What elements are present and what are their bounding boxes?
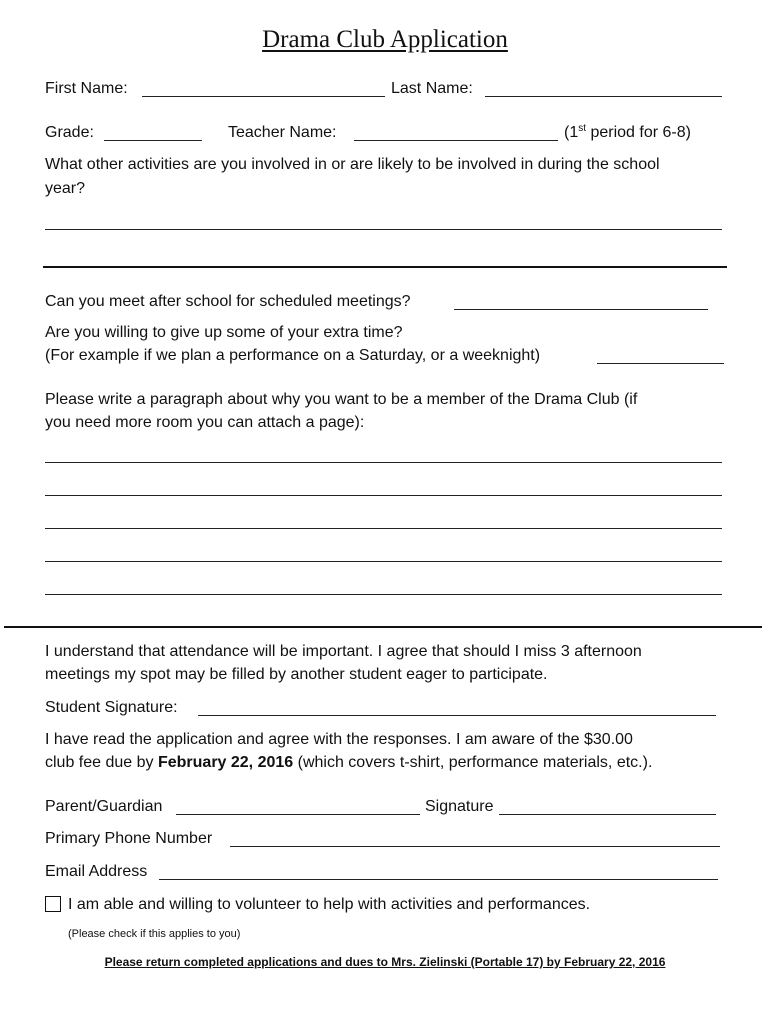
teacher-name-label: Teacher Name: (228, 124, 337, 141)
teacher-note-close: period for 6-8) (586, 124, 691, 141)
email-address-field[interactable] (159, 879, 718, 880)
paragraph-answer-line[interactable] (45, 594, 722, 595)
activities-question-line1: What other activities are you involved in or are likely to be involved in during the school (45, 156, 660, 173)
teacher-note (564, 125, 691, 141)
email-address-label: Email Address (45, 863, 148, 880)
teacher-name-field[interactable] (354, 140, 558, 141)
section-divider (4, 626, 762, 628)
grade-label: Grade: (45, 124, 94, 141)
paragraph-answer-line[interactable] (45, 462, 722, 463)
primary-phone-field[interactable] (230, 846, 720, 847)
student-signature-field[interactable] (198, 715, 716, 716)
page-title: Drama Club Application (262, 26, 508, 53)
teacher-note-sup: st (578, 123, 587, 134)
teacher-note-open: (1 (564, 124, 579, 141)
first-name-label: First Name: (45, 80, 128, 97)
volunteer-note: (Please check if this applies to you) (68, 928, 241, 940)
return-instructions: Please return completed applications and dues to Mrs. Zielinski (Portable 17) by February 22, 2016 (104, 955, 666, 969)
grade-field[interactable] (104, 140, 202, 141)
section-divider (43, 266, 727, 268)
parent-guardian-label: Parent/Guardian (45, 798, 163, 815)
extra-time-question-line1: Are you willing to give up some of your extra time? (45, 324, 403, 341)
meet-after-school-question: Can you meet after school for scheduled meetings? (45, 293, 411, 310)
fee-statement-line1: I have read the application and agree with the responses. I am aware of the $30.00 (45, 731, 633, 748)
paragraph-prompt-line1: Please write a paragraph about why you want to be a member of the Drama Club (if (45, 391, 638, 408)
paragraph-answer-line[interactable] (45, 528, 722, 529)
fee-statement-line2 (45, 755, 652, 771)
parent-signature-field[interactable] (499, 814, 716, 815)
last-name-label: Last Name: (391, 80, 473, 97)
first-name-field[interactable] (142, 96, 385, 97)
paragraph-answer-line[interactable] (45, 561, 722, 562)
fee-statement-post: (which covers t-shirt, performance materials, etc.). (293, 754, 653, 771)
fee-due-date: February 22, 2016 (157, 754, 294, 771)
parent-guardian-field[interactable] (176, 814, 420, 815)
attendance-statement-line2: meetings my spot may be filled by another student eager to participate. (45, 666, 548, 683)
extra-time-field[interactable] (597, 363, 724, 364)
student-signature-label: Student Signature: (45, 699, 178, 716)
volunteer-label: I am able and willing to volunteer to help with activities and performances. (68, 896, 591, 913)
parent-signature-label: Signature (425, 798, 494, 815)
meet-after-school-field[interactable] (454, 309, 708, 310)
primary-phone-label: Primary Phone Number (45, 830, 213, 847)
attendance-statement-line1: I understand that attendance will be important. I agree that should I miss 3 afternoon (45, 643, 642, 660)
last-name-field[interactable] (485, 96, 722, 97)
fee-statement-pre: club fee due by (45, 754, 158, 771)
paragraph-prompt-line2: you need more room you can attach a page): (45, 414, 365, 431)
paragraph-answer-line[interactable] (45, 495, 722, 496)
volunteer-checkbox[interactable] (45, 896, 61, 912)
activities-question-line2: year? (45, 180, 86, 197)
activities-answer-line[interactable] (45, 229, 722, 230)
extra-time-question-line2: (For example if we plan a performance on a Saturday, or a weeknight) (45, 347, 541, 364)
